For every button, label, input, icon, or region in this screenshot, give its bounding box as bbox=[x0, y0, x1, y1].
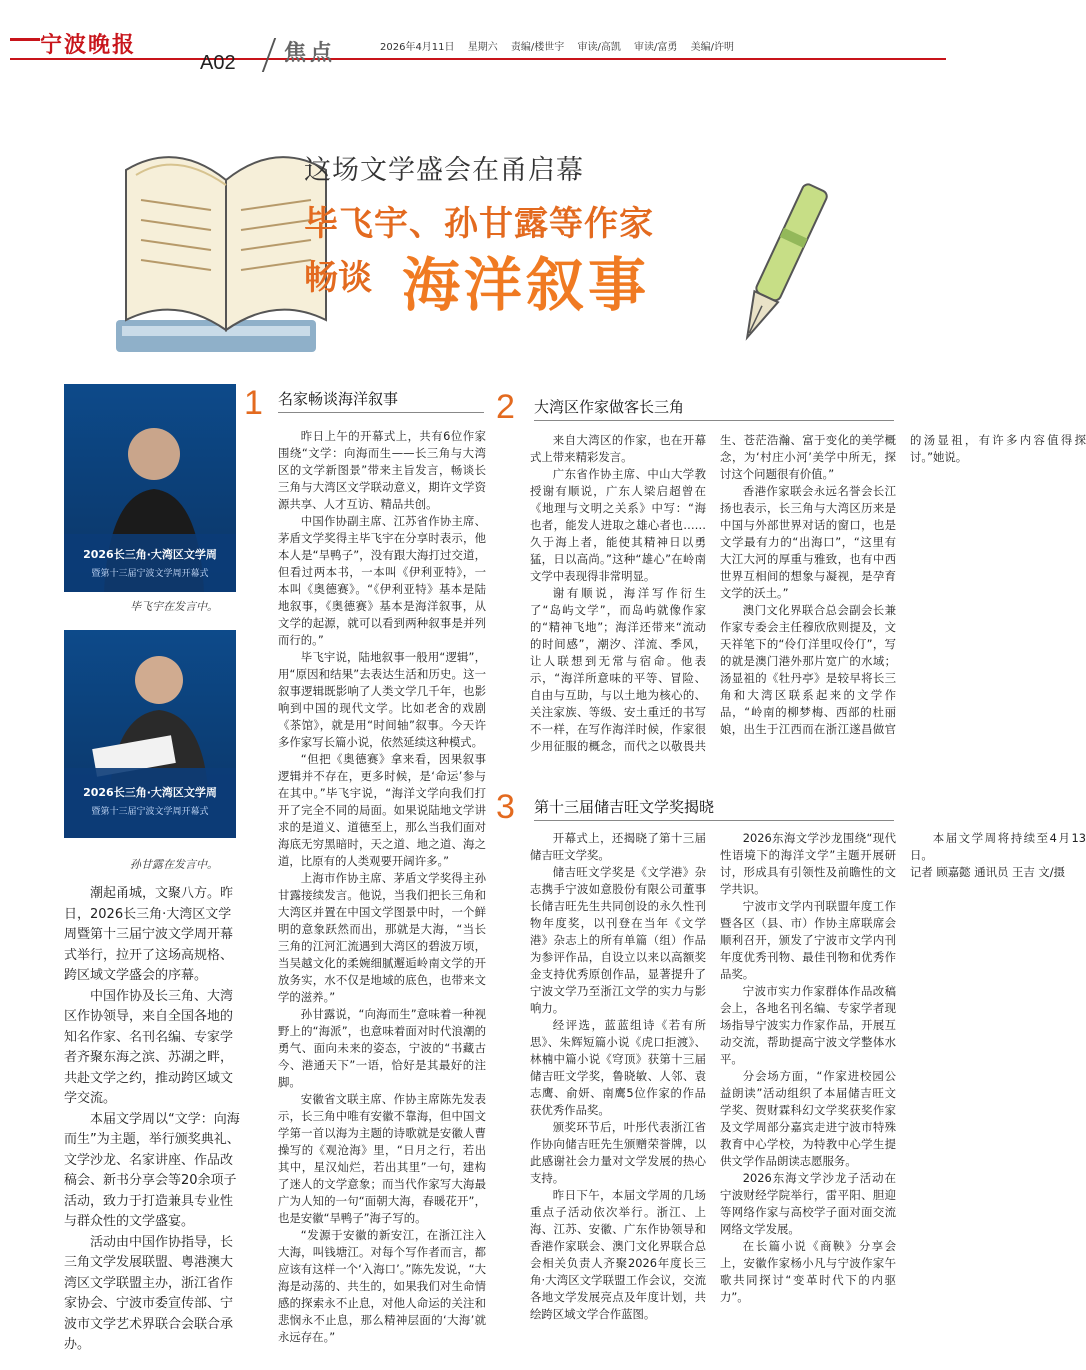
body-paragraph: 昨日上午的开幕式上，共有6位作家围绕“文学：向海而生——长三角与大湾区的文学新图景”带来主旨发言，畅谈长三角与大湾区文学联动意义，期许文学资源共享、人才互访、精品共创。 bbox=[278, 429, 486, 511]
section2-body bbox=[530, 432, 1086, 762]
photo2-caption: 孙甘露在发言中。 bbox=[130, 858, 218, 871]
body-paragraph: 中国作协副主席、江苏省作协主席、茅盾文学奖得主毕飞宇在分享时表示，他本人是“旱鸭子”，没有跟大海打过交道，但看过两本书，一本叫《伊利亚特》，一本叫《奥德赛》。“《伊利亚特》基本是陆地叙事，《奥德赛》基本是海洋叙事，从文学的起源，就可以看到两种叙事是并列而行的。” bbox=[278, 514, 486, 647]
designer-credit: 审读/富勇 bbox=[634, 42, 678, 53]
section1-number: 1 bbox=[244, 384, 263, 422]
fountain-pen-icon bbox=[726, 170, 836, 360]
body-paragraph: 来自大湾区的作家，也在开幕式上带来精彩发言。 bbox=[530, 433, 706, 464]
headline-main: 毕飞宇、孙甘露等作家 bbox=[304, 204, 654, 244]
section3-body bbox=[530, 830, 1086, 1330]
headline-kicker: 这场文学盛会在甬启幕 bbox=[304, 155, 584, 186]
body-paragraph: “但把《奥德赛》拿来看，因果叙事逻辑并不存在，更多时候，是‘命运’参与在其中。”毕飞宇说，“海洋文学向我们打开了完全不同的局面。如果说陆地文学讲求的是道义、道德至上，那么当我们面对海底无穷黑暗时，天之道、地之道、海之道，比原有的人类观要开阔许多。” bbox=[278, 752, 486, 868]
artist-credit: 美编/许明 bbox=[690, 42, 734, 53]
header-rule bbox=[10, 58, 946, 60]
headline-emphasis: 海洋叙事 bbox=[402, 251, 651, 319]
section2-title: 大湾区作家做客长三角 bbox=[534, 398, 685, 416]
body-paragraph: 昨日下午，本届文学周的几场重点子活动依次举行。浙江、上海、江苏、安徽、广东作协领导和香港作家联会、澳门文化界联合总会相关负责人齐聚2026年度长三角·大湾区文学联盟工作会议，交流各地文学发展亮点及年度计划，共绘跨区域文学合作蓝图。 bbox=[530, 1188, 706, 1321]
page-header bbox=[0, 0, 956, 80]
issue-weekday: 星期六 bbox=[467, 42, 498, 53]
headline-sub-prefix: 畅谈 bbox=[304, 258, 372, 298]
body-paragraph: 广东省作协主席、中山大学教授谢有顺说，广东人梁启超曾在《地理与文明之关系》中写：“海也者，能发人进取之雄心者也……久于海上者，能使其精神日以勇猛，日以高尚。”这种“雄心”在岭南文学中表现得非常明显。 bbox=[530, 467, 706, 583]
section3-title: 第十三届储吉旺文学奖揭晓 bbox=[534, 798, 715, 816]
section1-title: 名家畅谈海洋叙事 bbox=[278, 390, 399, 408]
body-paragraph: 谢有顺说，海洋写作衍生了“岛屿文学”，而岛屿就像作家的“精神飞地”；海洋还带来“流动的时间感”，潮汐、洋流、季风，让人联想到无常与宿命。他表示，“海洋所意味的平等、冒险、自由与互助，与以土地为核心的、关注家族、等级、安土重迁的书写不一样，在写作海洋时候，作家很少用征服的概念，而代之以敬畏共生、苍茫浩瀚、富于变化的美学概念，为‘村庄小河’美学中所无，探讨这个问题很有价值。” bbox=[530, 433, 896, 753]
body-paragraph: 安徽省文联主席、作协主席陈先发表示，长三角中唯有安徽不靠海，但中国文学第一首以海为主题的诗歌就是安徽人曹操写的《观沧海》里，“日月之行，若出其中，星汉灿烂，若出其里”一句，建构了迷人的文学意象；而当代作家写大海最广为人知的一句“面朝大海，春暖花开”，也是安徽“旱鸭子”海子写的。 bbox=[278, 1092, 486, 1225]
body-paragraph: 宁波市实力作家群体作品改稿会上，各地名刊名编、专家学者现场指导宁波实力作家作品，开展互动交流，帮助提高宁波文学整体水平。 bbox=[720, 984, 896, 1066]
section1-rule bbox=[278, 412, 484, 413]
header-meta bbox=[380, 38, 744, 53]
lead-paragraph: 本届文学周以“文学：向海而生”为主题，举行颁奖典礼、文学沙龙、名家讲座、作品改稿会、新书分享会等20余项子活动，致力于打造兼具专业性与群众性的文学盛宴。 bbox=[64, 1111, 240, 1229]
section1-body bbox=[278, 428, 486, 1346]
body-paragraph: 澳门文化界联合总会副会长兼作家专委会主任穆欣欣则提及，文天祥笔下的“伶仃洋里叹伶仃”，写的就是澳门港外那片宽广的水域；汤显祖的《牡丹亭》是较早将长三角和大湾区联系起来的文学作品，“岭南的柳梦梅、西部的杜丽娘，出生于江西而在浙江遂昌做官的汤显祖，有许多内容值得探讨。”她说。 bbox=[720, 433, 1086, 736]
section2-rule bbox=[534, 420, 894, 421]
lead-paragraph: 中国作协及长三角、大湾区作协领导，来自全国各地的知名作家、名刊名编、专家学者齐聚东海之滨、苏湖之畔，共赴文学之约，推动跨区域文学交流。 bbox=[64, 988, 234, 1106]
body-paragraph: 分会场方面，“作家进校园公益朗读”活动组织了本届储吉旺文学奖、贺财霖科幻文学奖获奖作家及文学周部分嘉宾走进宁波市特殊教育中心学校，为特教中心学生提供文学作品朗读志愿服务。 bbox=[720, 1069, 896, 1168]
lead-paragraph: 潮起甬城，文聚八方。昨日，2026长三角·大湾区文学周暨第十三届宁波文学周开幕式举行，拉开了这场高规格、跨区域文学盛会的序幕。 bbox=[64, 886, 234, 983]
section3-rule bbox=[534, 820, 894, 821]
reviewer-credit: 审读/高凯 bbox=[577, 42, 621, 53]
lead-paragraph: 活动由中国作协指导，长三角文学发展联盟、粤港澳大湾区文学联盟主办，浙江省作家协会、宁波市委宣传部、宁波市文学艺术界联合会联合承办。 bbox=[64, 1234, 234, 1352]
body-paragraph: 储吉旺文学奖是《文学港》杂志携手宁波如意股份有限公司董事长储吉旺先生共同创设的永久性刊物年度奖，以刊登在当年《文学港》杂志上的所有单篇（组）作品为参评作品，自设立以来以高额奖金支持优秀原创作品，显著提升了宁波文学乃至浙江文学的实力与影响力。 bbox=[530, 865, 706, 1015]
photo-bi-feiyu bbox=[64, 384, 236, 592]
body-paragraph: 上海市作协主席、茅盾文学奖得主孙甘露接续发言。他说，当我们把长三角和大湾区并置在中国文学图景中时，一个鲜明的意象跃然而出，那就是大海，“当长三角的江河汇流遇到大湾区的碧波万顷，当吴越文化的柔婉细腻邂逅岭南文学的开放务实，水不仅是地域的底色，也带来文学的滋养。” bbox=[278, 871, 486, 1004]
masthead-accent bbox=[10, 38, 40, 41]
section-name: 焦点 bbox=[284, 41, 337, 66]
masthead-logo: 宁波晚报 bbox=[40, 32, 137, 58]
body-paragraph: 本届文学周将持续至4月13日。 bbox=[910, 831, 1086, 862]
photo1-caption: 毕飞宇在发言中。 bbox=[130, 600, 218, 613]
body-paragraph: 宁波市文学内刊联盟年度工作暨各区（县、市）作协主席联席会顺利召开，颁发了宁波市文学内刊年度优秀刊物、最佳刊物和优秀作品奖。 bbox=[720, 899, 896, 981]
byline: 记者 顾嘉懿 通讯员 王吉 文/摄 bbox=[910, 865, 1066, 879]
body-paragraph: 开幕式上，还揭晓了第十三届储吉旺文学奖。 bbox=[530, 831, 706, 862]
body-paragraph: 香港作家联会永远名誉会长江扬也表示，长三角与大湾区历来是中国与外部世界对话的窗口，也是文学最有力的“出海口”，“这里有大江大河的厚重与雅致，也有中西世界互相间的想象与凝视，是孕育文学的沃土。” bbox=[720, 484, 896, 600]
lead-column bbox=[64, 884, 240, 1356]
section2-number: 2 bbox=[496, 388, 515, 426]
body-paragraph: 在长篇小说《商鞅》分享会上，安徽作家杨小凡与宁波作家午歌共同探讨“变革时代下的内驱力”。 bbox=[720, 1239, 896, 1304]
header-slash bbox=[262, 38, 276, 72]
photo2-backdrop-title: 2026长三角·大湾区文学周 bbox=[83, 786, 217, 799]
body-paragraph: 毕飞宇说，陆地叙事一般用“逻辑”，用“原因和结果”去表达生活和历史。这一叙事逻辑既影响了人类文学几千年，也影响到中国的现代文学。比如老舍的戏剧《茶馆》，就是用“时间轴”叙事。今天许多作家写长篇小说，依然延续这种模式。 bbox=[278, 650, 486, 749]
body-paragraph: 2026东海文学沙龙围绕“现代性语境下的海洋文学”主题开展研讨，形成具有引领性及前瞻性的文学共识。 bbox=[720, 831, 896, 896]
body-paragraph: “发源于安徽的新安江，在浙江注入大海，叫钱塘江。对每个写作者而言，都应该有这样一个‘入海口’。”陈先发说，“大海是动荡的、共生的，如果我们对生命情感的探索永不止息，对他人命运的关注和悲悯永不止息，那么精神层面的‘大海’就永远存在。” bbox=[278, 1228, 486, 1344]
headline-banner bbox=[126, 120, 846, 370]
body-paragraph: 经评选，蓝蓝组诗《若有所思》、朱辉短篇小说《虎口拒渡》、林楠中篇小说《穹顶》获第十三届储吉旺文学奖，鲁晓敏、人邻、袁志鹰、俞妍、南鹰5位作家的作品获优秀作品奖。 bbox=[530, 1018, 706, 1117]
body-paragraph: 颁奖环节后，叶彤代表浙江省作协向储吉旺先生颁赠荣誉牌，以此感谢社会力量对文学发展的热心支持。 bbox=[530, 1120, 706, 1185]
issue-date: 2026年4月11日 bbox=[380, 42, 455, 53]
photo1-backdrop-subtitle: 暨第十三届宁波文学周开幕式 bbox=[91, 569, 209, 579]
photo-sun-ganlu bbox=[64, 630, 236, 838]
editor-credit: 责编/楼世宇 bbox=[510, 42, 565, 53]
photo2-backdrop-subtitle: 暨第十三届宁波文学周开幕式 bbox=[91, 807, 209, 817]
body-paragraph: 2026东海文学沙龙子活动在宁波财经学院举行，雷平阳、胆迎等网络作家与高校学子面对面交流网络文学发展。 bbox=[720, 1171, 896, 1236]
section3-number: 3 bbox=[496, 788, 515, 826]
photo1-backdrop-title: 2026长三角·大湾区文学周 bbox=[83, 548, 217, 561]
body-paragraph: 孙甘露说，“向海而生”意味着一种视野上的“海派”，也意味着面对时代浪潮的勇气、面向未来的姿态，宁波的“书藏古今、港通天下”一语，恰好是其最好的注脚。 bbox=[278, 1007, 486, 1089]
page-number: A02 bbox=[200, 52, 236, 74]
